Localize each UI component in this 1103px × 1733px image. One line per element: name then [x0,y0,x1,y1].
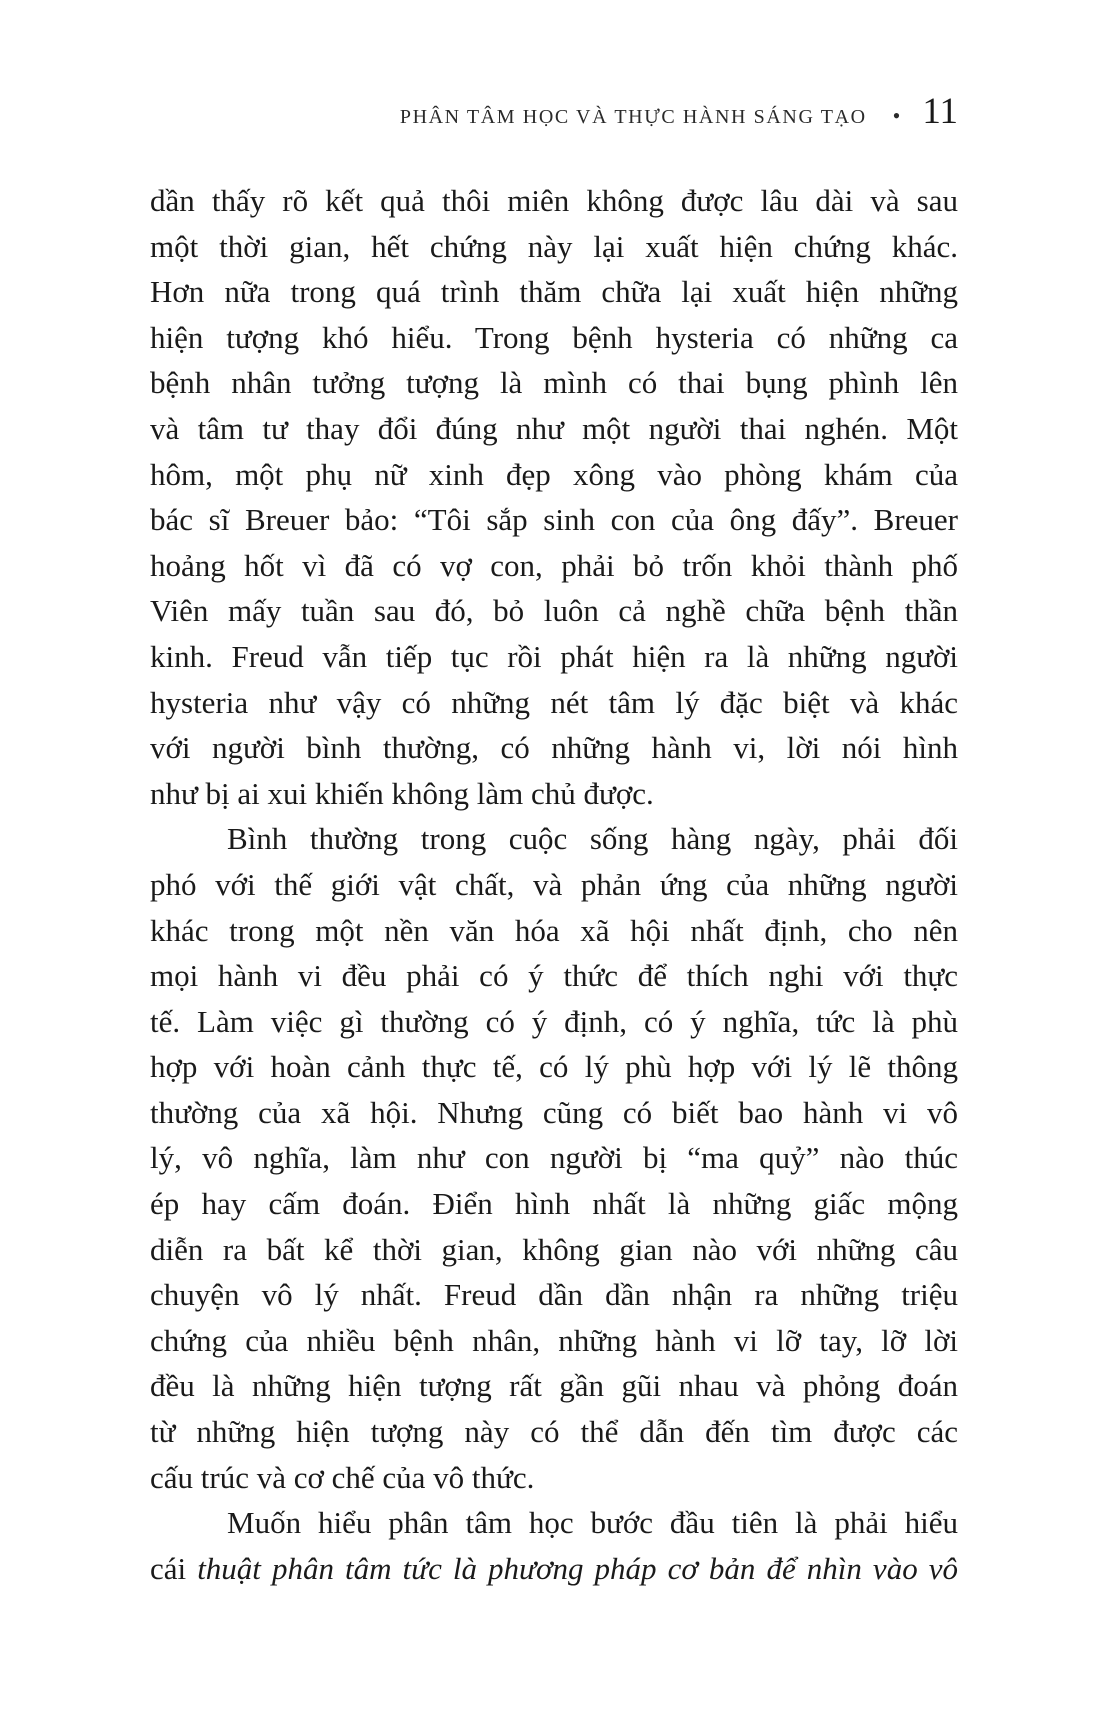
text-line: hôm, một phụ nữ xinh đẹp xông vào phòng khám của [150,456,958,492]
text-line: đều là những hiện tượng rất gần gũi nhau và phỏng đoán [150,1368,958,1404]
text-line: dần thấy rõ kết quả thôi miên không được lâu dài và sau [150,183,958,218]
text-line: mọi hành vi đều phải có ý thức để thích nghi với thực [150,958,958,994]
text-line: hoảng hốt vì đã có vợ con, phải bỏ trốn khỏi thành phố [150,547,958,583]
text-line: hiện tượng khó hiểu. Trong bệnh hysteria có những ca [150,319,958,355]
paragraph-1 [150,178,958,816]
running-header [150,90,958,133]
text-line: kinh. Freud vẫn tiếp tục rồi phát hiện ra là những người [150,638,958,674]
italic-term: thuật phân tâm tức là phương pháp cơ bản để nhìn vào vô [197,1550,959,1586]
text-line: chứng của nhiều bệnh nhân, những hành vi lỡ tay, lỡ lời [150,1322,958,1358]
text-line: Viên mấy tuần sau đó, bỏ luôn cả nghề chữa bệnh thần [150,593,958,629]
text-line: hysteria như vậy có những nét tâm lý đặc biệt và khác [150,684,958,720]
text-line: và tâm tư thay đổi đúng như một người thai nghén. Một [150,410,958,446]
running-title: PHÂN TÂM HỌC VÀ THỰC HÀNH SÁNG TẠO [399,106,867,128]
text-line: lý, vô nghĩa, làm như con người bị “ma quỷ” nào thúc [150,1140,958,1176]
text-line: một thời gian, hết chứng này lại xuất hiện chứng khác. [150,228,958,264]
text-line: ép hay cấm đoán. Điển hình nhất là những giấc mộng [150,1186,958,1222]
text-line: thường của xã hội. Nhưng cũng có biết bao hành vi vô [150,1094,958,1130]
text-line: tế. Làm việc gì thường có ý định, có ý nghĩa, tức là phù [150,1003,958,1039]
text-line: phó với thế giới vật chất, và phản ứng của những người [150,866,958,902]
text-line: như bị ai xui khiến không làm chủ được. [150,775,654,811]
text-line: từ những hiện tượng này có thể dẫn đến tìm được các [150,1414,958,1450]
text-line: bác sĩ Breuer bảo: “Tôi sắp sinh con của ông đấy”. Breuer [150,502,958,538]
paragraph-2 [150,816,958,1500]
text-line: Hơn nữa trong quá trình thăm chữa lại xuất hiện những [150,274,958,310]
text-line: hợp với hoàn cảnh thực tế, có lý phù hợp với lý lẽ thông [150,1049,958,1085]
text-line: bệnh nhân tưởng tượng là mình có thai bụng phình lên [150,365,958,401]
header-bullet: • [892,103,901,128]
paragraph-3 [150,1500,958,1591]
text-run: cái [150,1550,198,1586]
text-line-mixed [150,1546,958,1592]
text-line: chuyện vô lý nhất. Freud dần dần nhận ra những triệu [150,1277,958,1313]
text-line: Bình thường trong cuộc sống hàng ngày, phải đối [227,821,958,857]
text-line: khác trong một nền văn hóa xã hội nhất định, cho nên [150,912,958,948]
body-text [150,178,958,1591]
page-number: 11 [922,91,958,132]
text-line: Muốn hiểu phân tâm học bước đầu tiên là phải hiểu [227,1505,958,1541]
text-line: với người bình thường, có những hành vi, lời nói hình [150,730,958,766]
text-line: diễn ra bất kể thời gian, không gian nào với những câu [150,1231,958,1267]
text-line: cấu trúc và cơ chế của vô thức. [150,1459,535,1495]
